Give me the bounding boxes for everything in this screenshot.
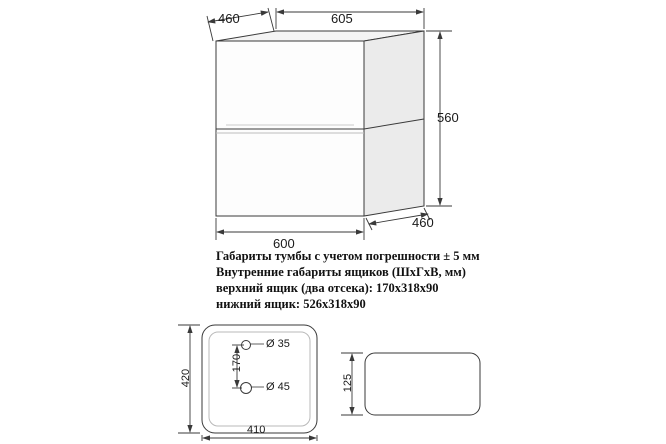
label-cabinet-depth-bottom: 460 (412, 215, 434, 230)
label-side-view-height: 125 (342, 373, 354, 393)
spec-line-top-drawer: верхний ящик (два отсека): 170х318х90 (216, 281, 439, 295)
cabinet-body (216, 31, 424, 216)
label-cabinet-width-bottom: 600 (273, 236, 295, 251)
label-cabinet-height: 560 (437, 110, 459, 125)
label-hole-large-diameter: Ø 45 (266, 381, 290, 393)
spec-line-tolerance: Габариты тумбы с учетом погрешности ± 5 мм (216, 249, 480, 263)
sink-side-outline (365, 353, 480, 415)
label-hole-spacing: 170 (231, 353, 243, 373)
spec-line-drawer-header: Внутренние габариты ящиков (ШхГхВ, мм) (216, 265, 466, 279)
label-top-view-height: 420 (180, 368, 192, 388)
sink-top-outline (202, 325, 317, 433)
label-cabinet-width-top: 605 (331, 11, 353, 26)
label-top-view-width: 410 (247, 424, 266, 436)
label-cabinet-depth-top: 460 (218, 11, 240, 26)
spec-line-bottom-drawer: нижний ящик: 526х318х90 (216, 297, 366, 311)
label-hole-small-diameter: Ø 35 (266, 338, 290, 350)
